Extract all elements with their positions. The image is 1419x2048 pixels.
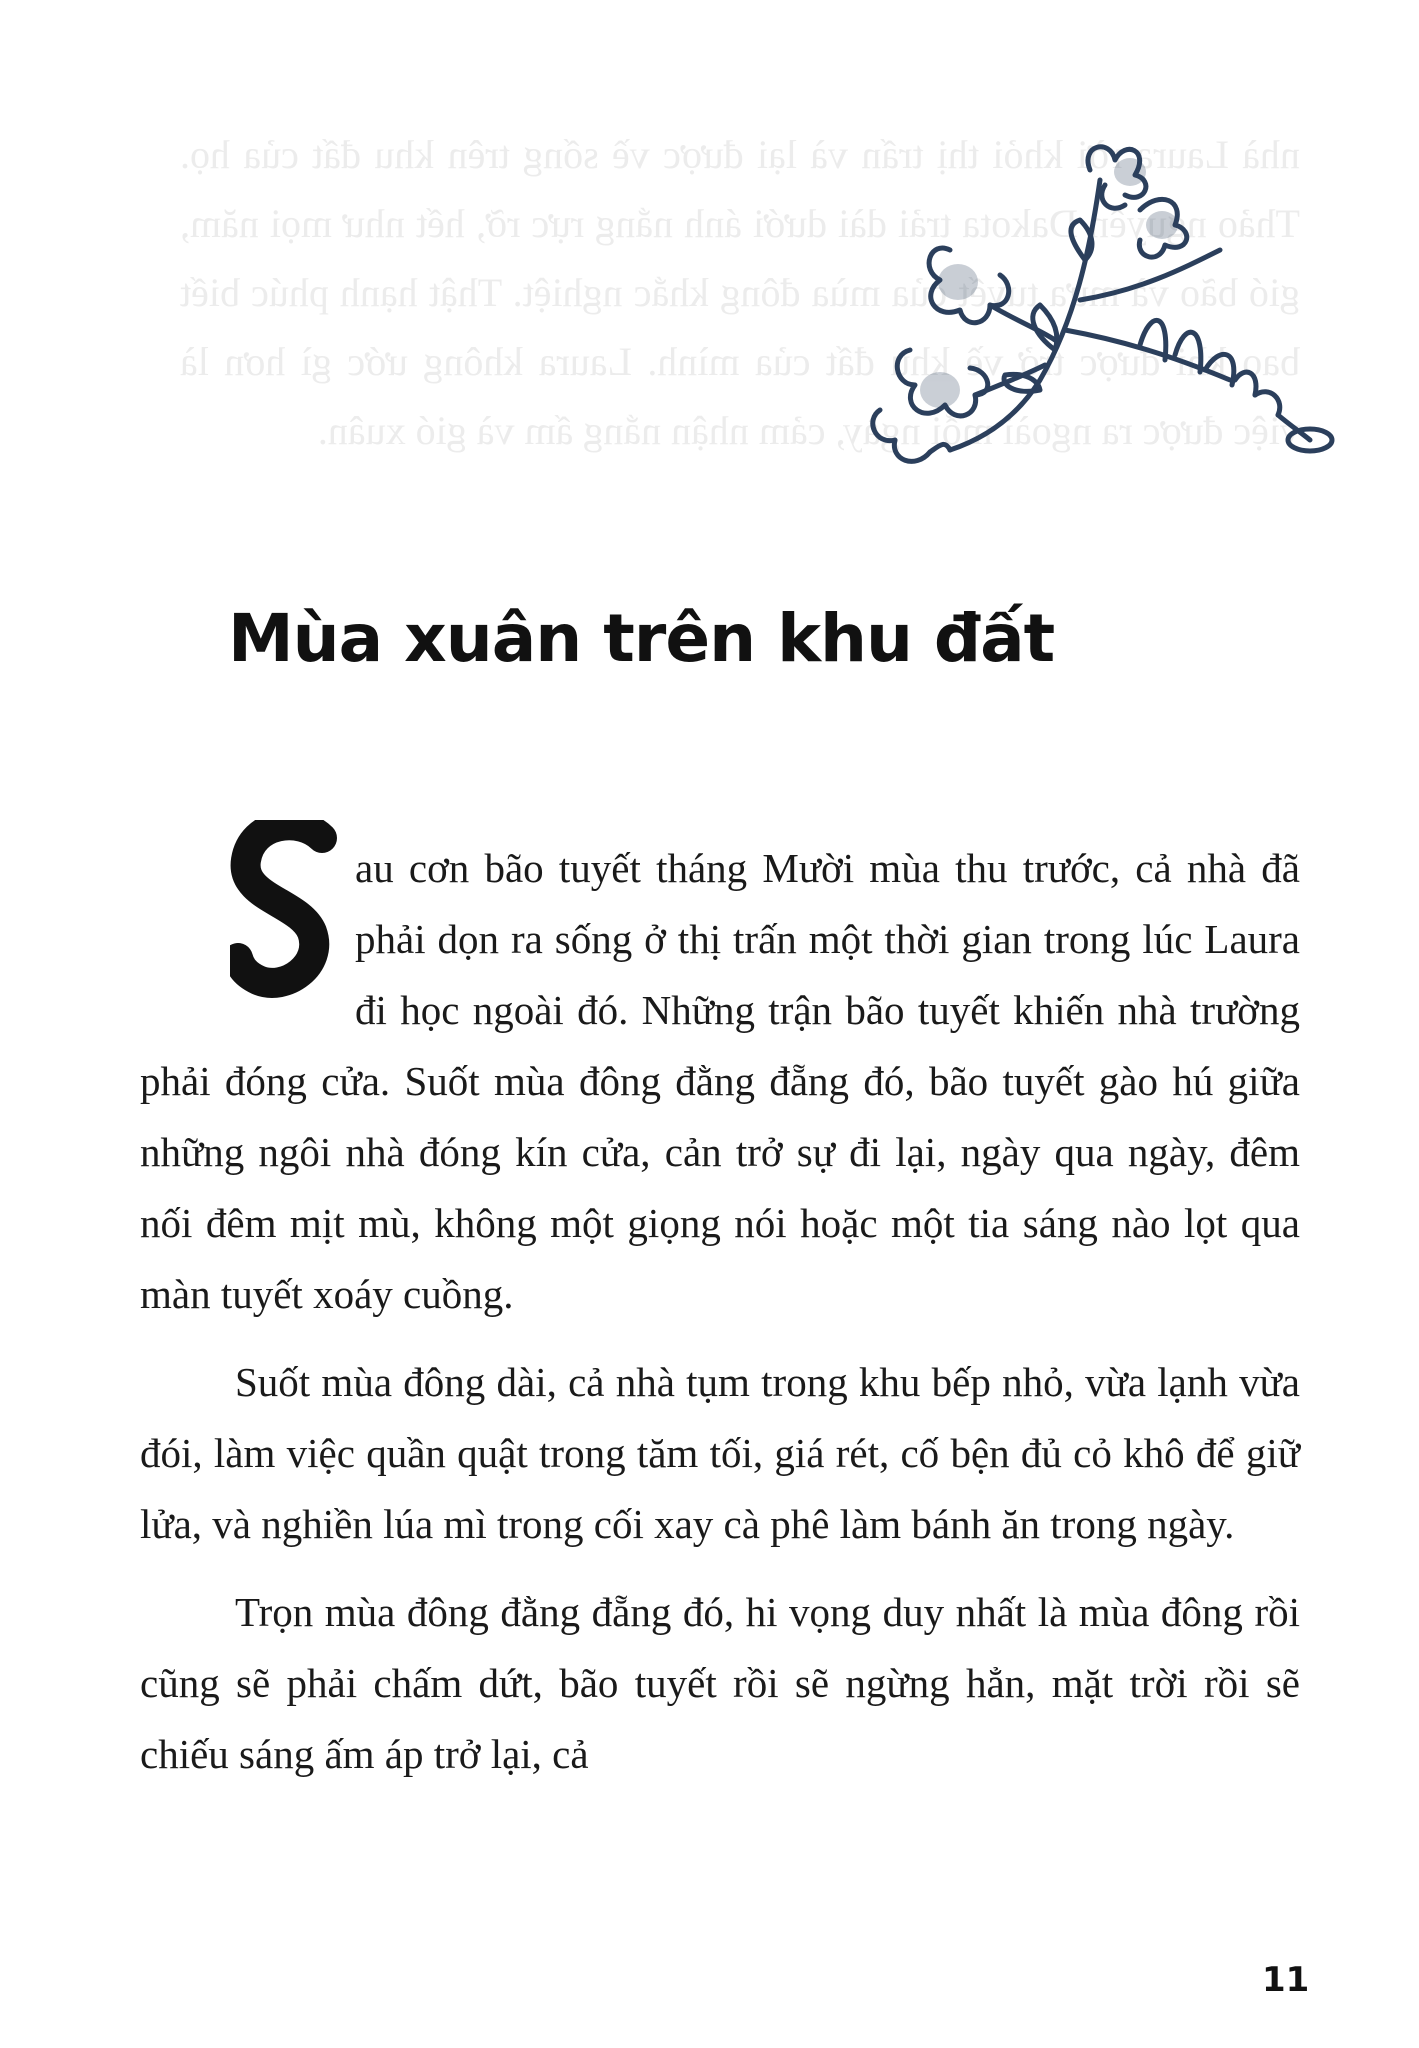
paragraph <box>140 833 1300 1330</box>
page-number: 11 <box>1262 1960 1310 2000</box>
bleed-through-text: nhà Laura rời khỏi thị trấn và lại được về sống trên khu đất của họ. Thảo nguyên Dakota trải dài dưới ánh nắng rực rỡ, hết như mọi năm, gió bão và mưa tuyết của mùa đông khắc nghiệt. Thật hạnh phúc biết bao khi được trở về khu đất của mình. Laura không ước gì hơn là việc được ra ngoài mỗi ngày, cảm nhận nắng ấm và gió xuân. <box>180 132 1300 453</box>
drop-cap-space <box>140 833 355 1033</box>
paragraph: Suốt mùa đông dài, cả nhà tụm trong khu bếp nhỏ, vừa lạnh vừa đói, làm việc quần quật trong tăm tối, giá rét, cố bện đủ cỏ khô để giữ lửa, và nghiền lúa mì trong cối xay cà phê làm bánh ăn trong ngày. <box>140 1359 1300 1547</box>
chapter-title: Mùa xuân trên khu đất <box>228 600 1055 677</box>
body-text <box>140 833 1300 1790</box>
paragraph: Trọn mùa đông đằng đẵng đó, hi vọng duy nhất là mùa đông rồi cũng sẽ phải chấm dứt, bão tuyết rồi sẽ ngừng hẳn, mặt trời rồi sẽ chiếu sáng ấm áp trở lại, cả <box>140 1589 1300 1777</box>
flower-sprig-illustration <box>840 140 1340 480</box>
paragraph-text: au cơn bão tuyết tháng Mười mùa thu trước, cả nhà đã phải dọn ra sống ở thị trấn một thời gian trong lúc Laura đi học ngoài đó. Những trận bão tuyết khiến nhà trường phải đóng cửa. Suốt mùa đông đằng đẵng đó, bão tuyết gào hú giữa những ngôi nhà đóng kín cửa, cản trở sự đi lại, ngày qua ngày, đêm nối đêm mịt mù, không một giọng nói hoặc một tia sáng nào lọt qua màn tuyết xoáy cuồng. <box>140 845 1300 1317</box>
